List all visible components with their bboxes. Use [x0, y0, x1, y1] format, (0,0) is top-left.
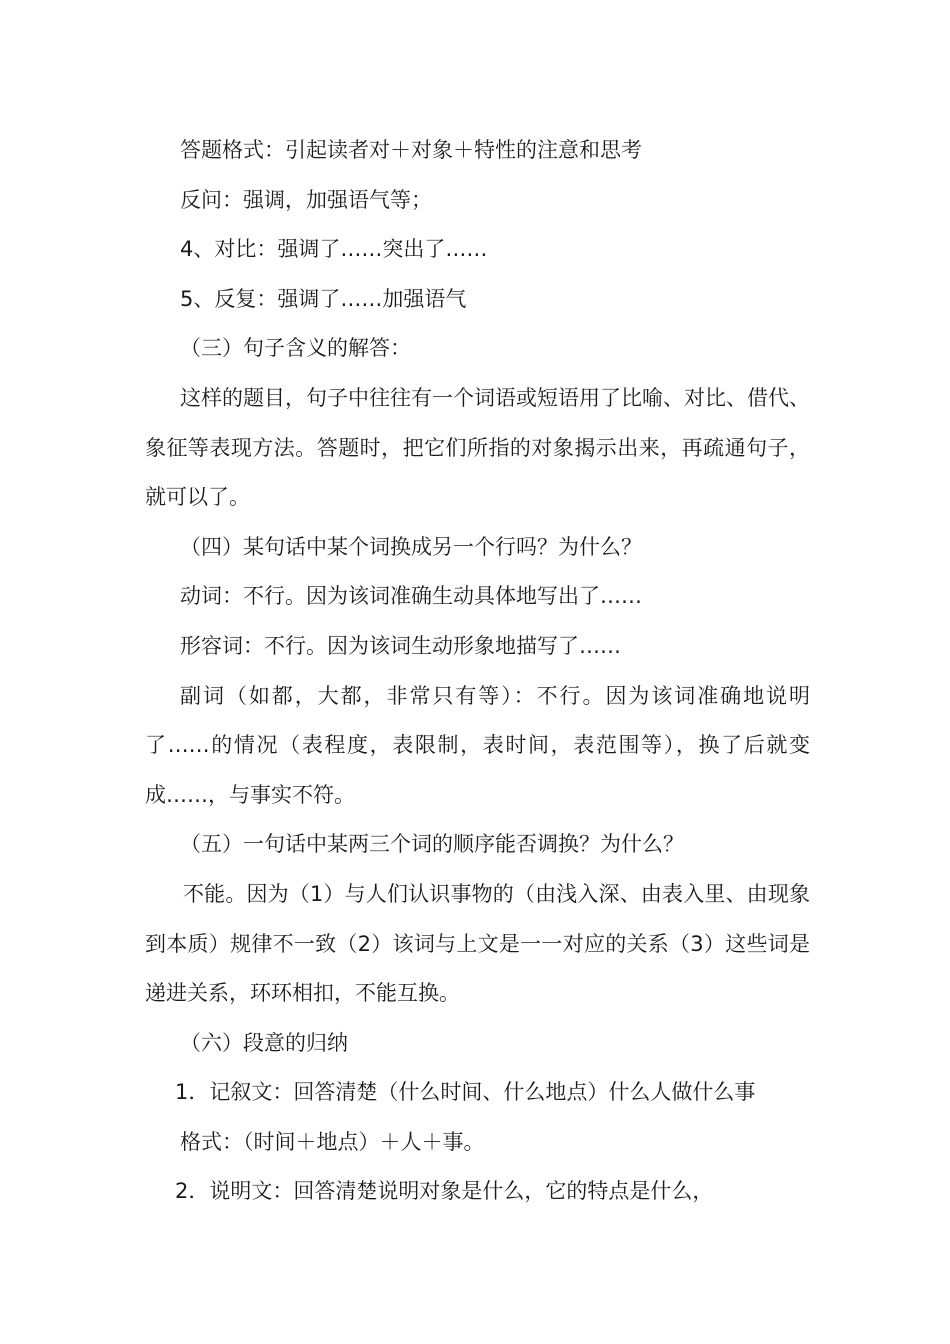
- section-heading-sentence-meaning: （三）句子含义的解答：: [180, 336, 411, 361]
- paragraph-repetition: 5、反复：强调了……加强语气: [180, 286, 467, 311]
- paragraph-contrast: 4、对比：强调了……突出了……: [180, 237, 488, 262]
- paragraph-verb: 动词：不行。因为该词准确生动具体地写出了……: [180, 584, 642, 609]
- paragraph-adverb: 副词（如都，大都，非常只有等）：不行。因为该词准确地说明了……的情况（表程度，表限制，表时间，表范围等），换了后就变成……，与事实不符。: [145, 683, 810, 807]
- paragraph-narrative: 1．记叙文：回答清楚（什么时间、什么地点）什么人做什么事: [175, 1080, 756, 1105]
- section-heading-paragraph-summary: （六）段意的归纳: [180, 1030, 348, 1055]
- paragraph-rhetorical-question: 反问：强调，加强语气等；: [180, 187, 432, 212]
- paragraph-word-order-answer: 不能。因为（1）与人们认识事物的（由浅入深、由表入里、由现象到本质）规律不一致（2）该词与上文是一一对应的关系（3）这些词是递进关系，环环相扣，不能互换。: [145, 881, 810, 1006]
- paragraph-adjective: 形容词：不行。因为该词生动形象地描写了……: [180, 633, 621, 658]
- document-body: [145, 126, 810, 1217]
- paragraph-expository: 2．说明文：回答清楚说明对象是什么，它的特点是什么，: [175, 1179, 714, 1204]
- section-heading-word-order: （五）一句话中某两三个词的顺序能否调换？为什么？: [180, 832, 684, 857]
- section-heading-word-replacement: （四）某句话中某个词换成另一个行吗？为什么？: [180, 534, 642, 559]
- paragraph-narrative-format: 格式：（时间＋地点）＋人＋事。: [180, 1129, 485, 1154]
- paragraph-answer-format: 答题格式：引起读者对＋对象＋特性的注意和思考: [180, 138, 642, 162]
- paragraph-sentence-meaning: 这样的题目，句子中往往有一个词语或短语用了比喻、对比、借代、象征等表现方法。答题时，把它们所指的对象揭示出来，再疏通句子，就可以了。: [145, 385, 810, 510]
